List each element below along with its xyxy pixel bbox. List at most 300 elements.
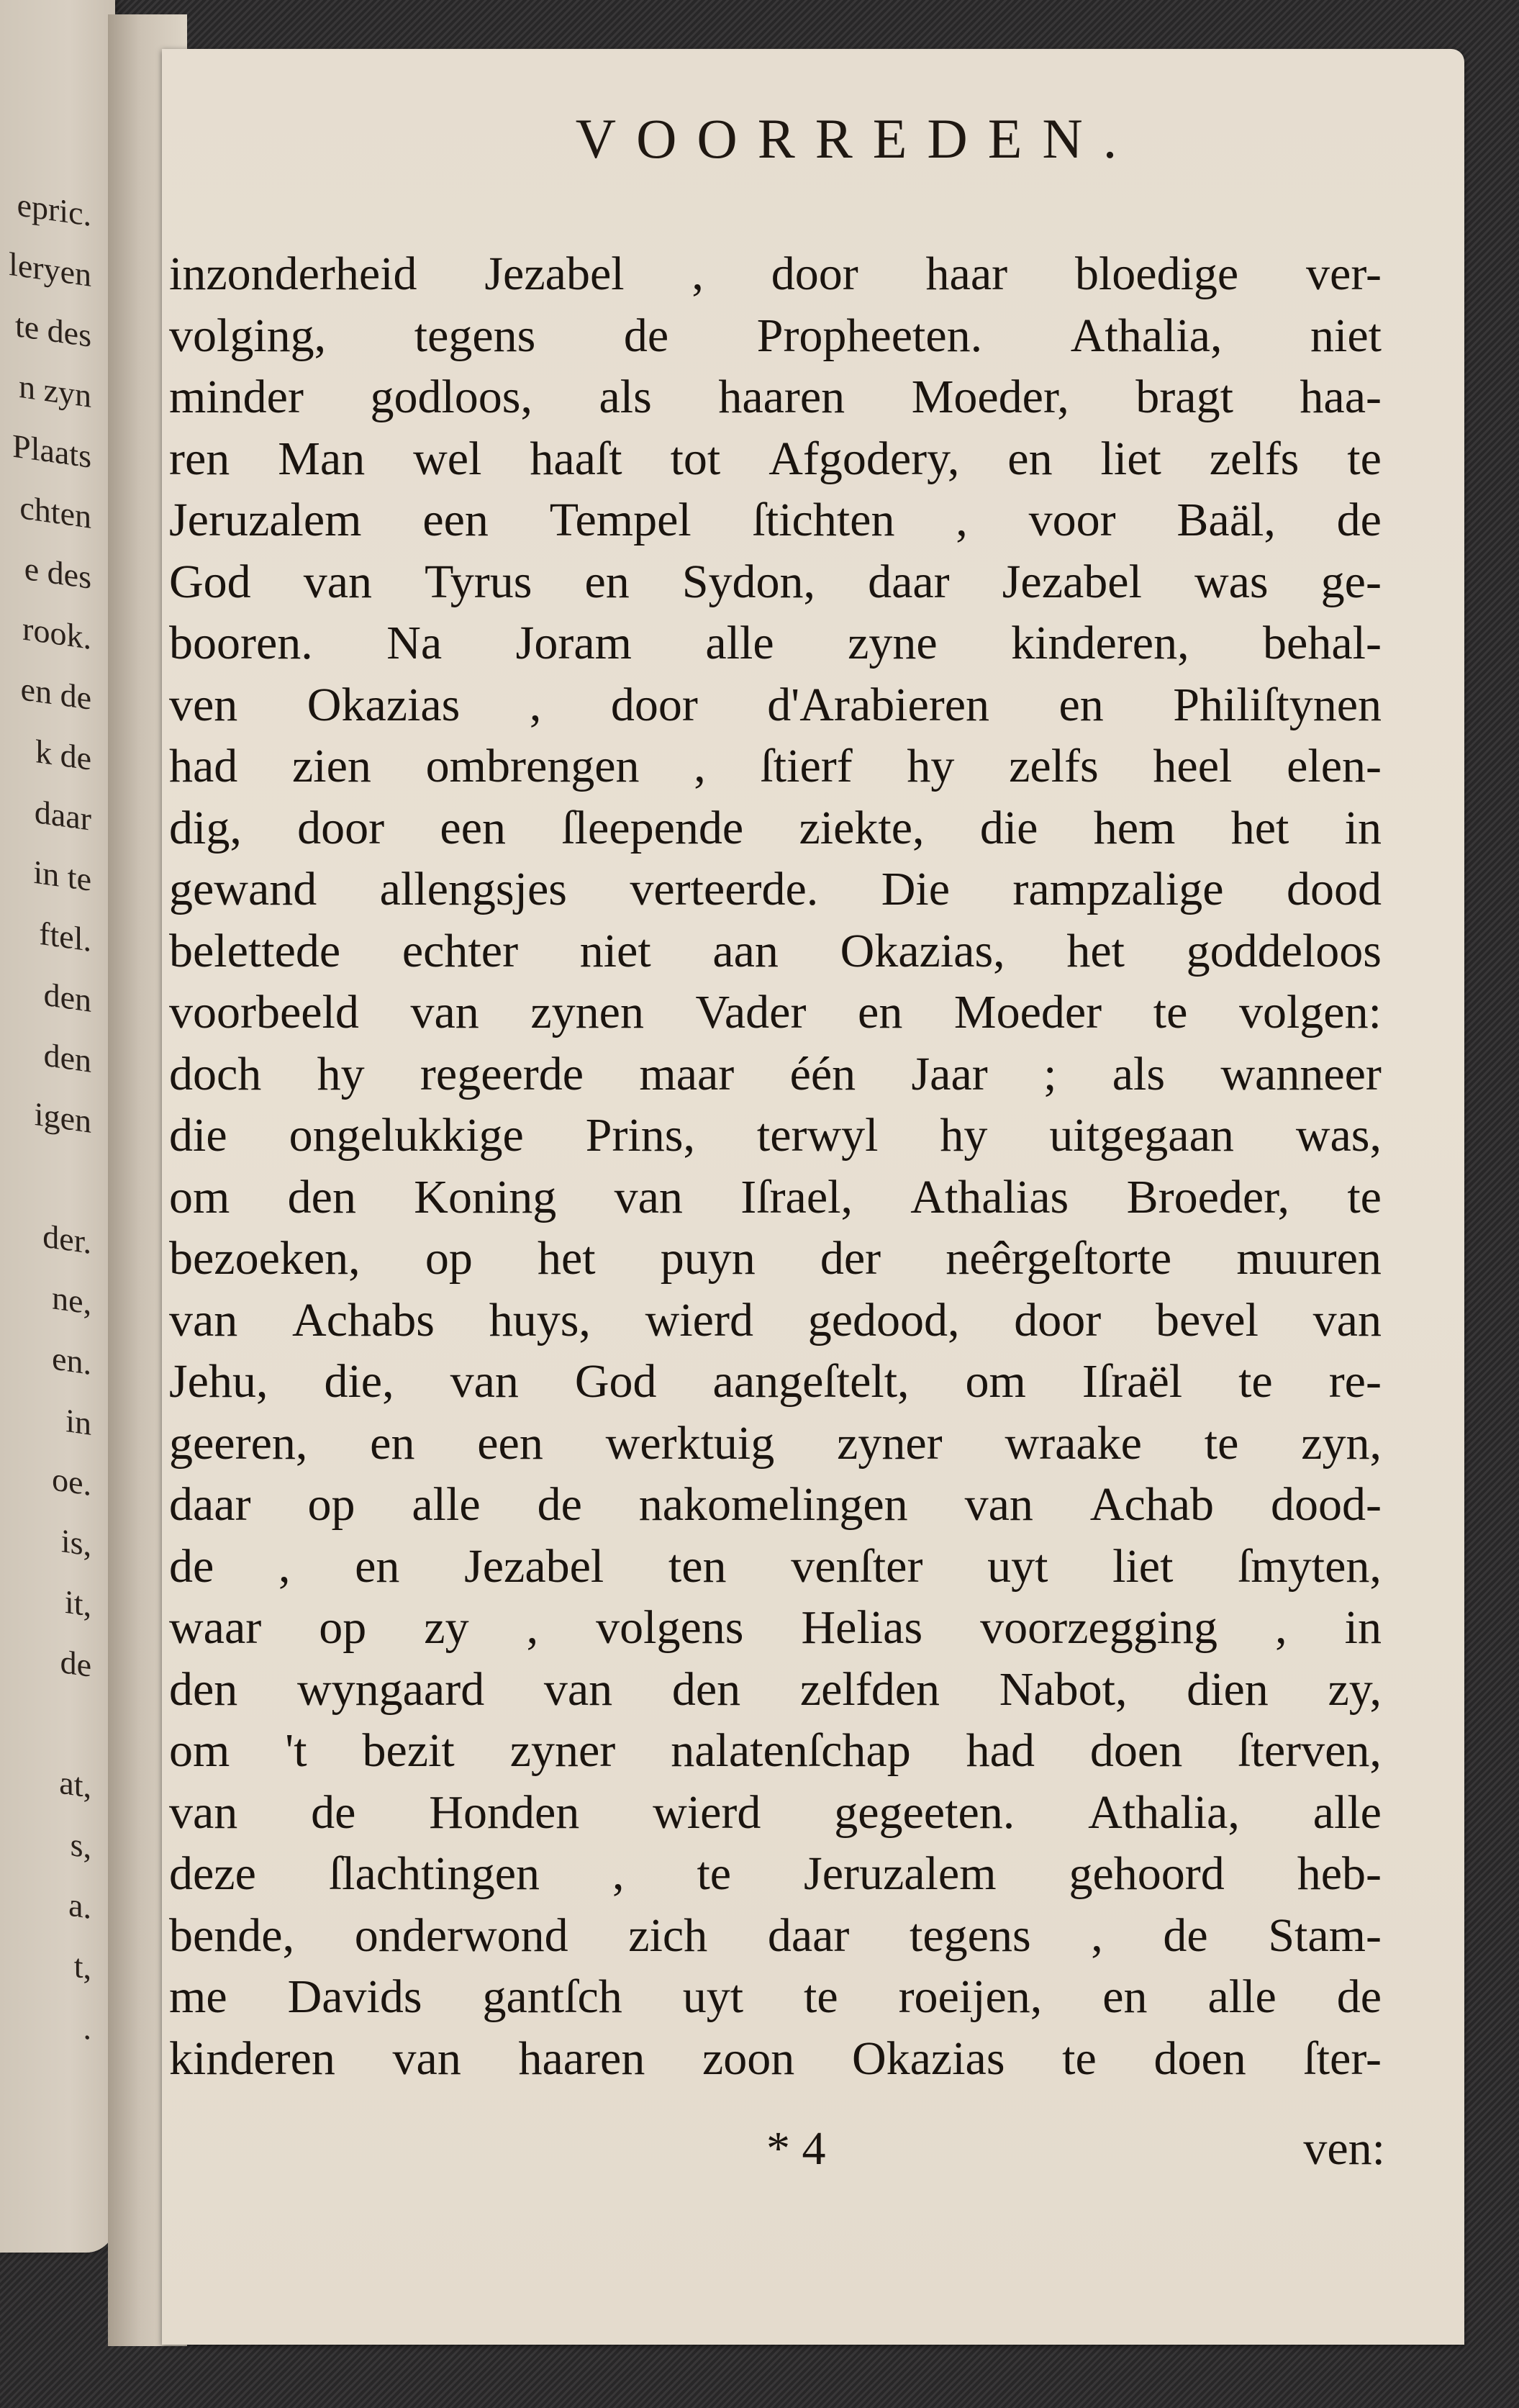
word: goddeloos [1186, 924, 1382, 977]
word: ziekte, [799, 801, 925, 854]
word: door [771, 248, 858, 300]
word: geeren, [169, 1416, 308, 1470]
left-page-text-fragments [0, 180, 112, 2054]
running-head: VOORREDEN. [575, 107, 1138, 170]
word: had [966, 1724, 1035, 1777]
word: , [956, 494, 968, 546]
word: de [623, 309, 669, 362]
word: ge- [1320, 555, 1382, 608]
word: , [529, 678, 542, 731]
word: zynen [530, 986, 644, 1038]
word: Nabot, [999, 1662, 1128, 1716]
word: één [789, 1047, 856, 1100]
word: Koning [414, 1170, 557, 1223]
left-text-fragment: de [60, 1642, 91, 1684]
word: gegeeten. [834, 1785, 1015, 1839]
word: re- [1328, 1355, 1382, 1408]
word: de [1336, 1970, 1382, 2023]
word: Joram [515, 617, 632, 669]
left-text-fragment: igen [34, 1095, 91, 1140]
catchword: ven: [1303, 2122, 1385, 2175]
word: zyn, [1301, 1416, 1382, 1470]
text-line [169, 1659, 1382, 1721]
word: gewand [169, 863, 317, 915]
word: de [1163, 1909, 1208, 1962]
word: tegens [910, 1909, 1031, 1962]
word: ſleepende [561, 801, 744, 854]
word: te [697, 1847, 732, 1900]
word: om [965, 1355, 1026, 1408]
word: Sydon, [681, 555, 816, 608]
signature-mark: * 4 [766, 2122, 826, 2175]
word: der [820, 1232, 881, 1285]
word: doen [1153, 2032, 1246, 2085]
word: terwyl [756, 1109, 879, 1162]
word: en [1058, 678, 1104, 731]
left-text-fragment: en de [20, 670, 91, 717]
left-text-fragment: oe. [52, 1460, 91, 1503]
left-text-fragment: den [43, 975, 91, 1019]
word: dig, [169, 801, 242, 854]
left-text-fragment: epric. [17, 186, 91, 233]
word: ombrengen [425, 740, 640, 792]
word: den [169, 1662, 238, 1716]
text-line [169, 1966, 1382, 2028]
text-line [169, 982, 1382, 1044]
text-line [169, 859, 1382, 920]
word: te [1347, 1170, 1382, 1223]
text-line [169, 735, 1382, 797]
word: Iſraël [1082, 1355, 1183, 1408]
word: en [858, 986, 903, 1038]
word: alle [1312, 1785, 1382, 1839]
word: heel [1153, 740, 1233, 792]
text-line [169, 1351, 1382, 1413]
word: uyt [987, 1539, 1048, 1593]
word: , [1091, 1909, 1103, 1962]
word: niet [1310, 309, 1382, 362]
word: nalatenſchap [671, 1724, 911, 1777]
left-text-fragment: t, [73, 1947, 91, 1986]
word: de [1336, 494, 1382, 546]
left-text-fragment: en. [52, 1339, 91, 1382]
word: belettede [169, 924, 341, 977]
word: een [440, 801, 507, 854]
word: van [450, 1355, 519, 1408]
word: waar [169, 1601, 262, 1654]
word: van [543, 1662, 613, 1716]
word: te [1347, 432, 1382, 485]
book-page-right [162, 49, 1464, 2345]
word: Jehu, [169, 1355, 268, 1408]
left-text-fragment: chten [19, 488, 91, 535]
word: en [355, 1539, 400, 1593]
word: niet [579, 924, 651, 977]
word: voorbeeld [169, 986, 359, 1038]
word: zelfs [1009, 740, 1099, 792]
word: en [1007, 432, 1053, 485]
word: uyt [682, 1970, 744, 2023]
word: op [425, 1232, 473, 1285]
word: was, [1295, 1109, 1382, 1162]
text-line [169, 428, 1382, 490]
word: Jezabel [484, 248, 625, 300]
word: maar [639, 1047, 735, 1100]
word: ſlachtingen [328, 1847, 540, 1900]
word: de [311, 1785, 356, 1839]
word: den [671, 1662, 741, 1716]
word: Athalias [910, 1170, 1069, 1223]
word: ; [1043, 1047, 1057, 1100]
word: Okazias [307, 678, 461, 731]
word: zelfden [799, 1662, 940, 1716]
word: te [1204, 1416, 1239, 1470]
word: van [169, 1785, 238, 1839]
word: liet [1112, 1539, 1174, 1593]
word: wanneer [1220, 1047, 1382, 1100]
word: wel [413, 432, 482, 485]
word: muuren [1236, 1232, 1382, 1285]
word: huys, [489, 1293, 591, 1346]
word: in [1344, 801, 1382, 854]
word: rampzalige [1012, 863, 1224, 915]
word: als [599, 371, 652, 423]
word: om [169, 1170, 230, 1223]
word: kinderen [169, 2032, 335, 2085]
word: volgens [596, 1601, 744, 1654]
word: Achab [1089, 1478, 1215, 1531]
word: Moeder, [911, 371, 1069, 423]
text-line [169, 1290, 1382, 1352]
word: Jezabel [1002, 555, 1142, 608]
text-line [169, 1782, 1382, 1844]
word: als [1112, 1047, 1166, 1100]
word: de [537, 1478, 582, 1531]
left-text-fragment: in te [33, 853, 91, 898]
word: uitgegaan [1049, 1109, 1234, 1162]
left-text-fragment: Plaats [12, 427, 91, 475]
word: gehoord [1069, 1847, 1225, 1900]
left-text-fragment: den [43, 1036, 91, 1079]
word: haaſt [530, 432, 622, 485]
word: zyne [848, 617, 938, 669]
word: dood [1286, 863, 1382, 915]
word: wraake [1005, 1416, 1142, 1470]
word: wyngaard [296, 1662, 485, 1716]
word: volging, [169, 309, 327, 362]
word: zich [628, 1909, 708, 1962]
word: van [392, 2032, 461, 2085]
word: gedood, [807, 1293, 960, 1346]
word: Man [278, 432, 366, 485]
text-line [169, 1843, 1382, 1905]
word: dien [1187, 1662, 1269, 1716]
word: die [979, 801, 1038, 854]
word: zy [424, 1601, 469, 1654]
word: Baäl, [1176, 494, 1276, 546]
word: booren. [169, 617, 313, 669]
word: aan [712, 924, 779, 977]
word: venſter [791, 1539, 923, 1593]
word: zoon [702, 2032, 795, 2085]
word: en [584, 555, 630, 608]
word: door [1014, 1293, 1102, 1346]
word: door [610, 678, 698, 731]
word: hy [317, 1047, 365, 1100]
left-text-fragment: it, [64, 1583, 91, 1624]
word: te [1062, 2032, 1097, 2085]
word: op [307, 1478, 355, 1531]
text-line [169, 797, 1382, 859]
word: doch [169, 1047, 262, 1100]
word: de [169, 1539, 214, 1593]
word: gantſch [482, 1970, 622, 2023]
word: Davids [287, 1970, 422, 2023]
word: me [169, 1970, 227, 2023]
left-text-fragment: e des [24, 549, 91, 596]
word: Vader [695, 986, 807, 1038]
word: het [1230, 801, 1289, 854]
word: een [477, 1416, 543, 1470]
word: had [169, 740, 238, 792]
word: regeerde [420, 1047, 584, 1100]
word: tot [670, 432, 721, 485]
word: Jeruzalem [169, 494, 362, 546]
word: werktuig [605, 1416, 775, 1470]
left-text-fragment: k de [35, 733, 91, 777]
word: op [319, 1601, 367, 1654]
word: van [964, 1478, 1033, 1531]
word: , [692, 248, 704, 300]
word: daar [868, 555, 950, 608]
text-line [169, 1720, 1382, 1782]
text-line [169, 1905, 1382, 1967]
word: ren [169, 432, 230, 485]
word: aangeſtelt, [712, 1355, 910, 1408]
word: ſmyten, [1238, 1539, 1382, 1593]
word: minder [169, 371, 304, 423]
word: en [370, 1416, 415, 1470]
left-text-fragment: daar [34, 792, 91, 838]
left-text-fragment: at, [59, 1763, 91, 1805]
word: zy, [1328, 1662, 1382, 1716]
word: daar [169, 1478, 251, 1531]
word: God [169, 555, 251, 608]
left-text-fragment: n zyn [19, 367, 91, 415]
word: bende, [169, 1909, 295, 1962]
text-line [169, 1167, 1382, 1228]
word: haar [925, 248, 1008, 300]
word: het [537, 1232, 596, 1285]
word: Okazias, [840, 924, 1005, 977]
word: , [612, 1847, 625, 1900]
word: voor [1028, 494, 1116, 546]
word: , [526, 1601, 539, 1654]
text-line [169, 674, 1382, 736]
word: Philiſtynen [1173, 678, 1382, 731]
word: hy [907, 740, 955, 792]
word: tegens [414, 309, 536, 362]
word: en [1102, 1970, 1148, 2023]
word: in [1344, 1601, 1382, 1654]
word: bragt [1135, 371, 1233, 423]
left-text-fragment: rook. [22, 610, 91, 656]
word: 't [285, 1724, 307, 1777]
word: ten [668, 1539, 727, 1593]
word: Athalia, [1088, 1785, 1240, 1839]
word: die, [324, 1355, 394, 1408]
page-footer [162, 2122, 1385, 2186]
word: van [410, 986, 479, 1038]
word: dood- [1270, 1478, 1382, 1531]
word: hem [1093, 801, 1176, 854]
word: ſtichten [752, 494, 895, 546]
text-line [169, 1597, 1382, 1659]
word: bezoeken, [169, 1232, 361, 1285]
text-line [169, 1044, 1382, 1105]
word: , [694, 740, 706, 792]
text-line [169, 1413, 1382, 1475]
word: het [1066, 924, 1125, 977]
word: Helias [801, 1601, 923, 1654]
body-text [169, 243, 1382, 2089]
word: Tempel [549, 494, 692, 546]
word: , [278, 1539, 291, 1593]
word: zelfs [1209, 432, 1300, 485]
word: een [422, 494, 489, 546]
word: Stam- [1268, 1909, 1382, 1962]
word: Honden [429, 1785, 580, 1839]
word: doen [1089, 1724, 1183, 1777]
left-text-fragment: der. [42, 1217, 91, 1261]
left-text-fragment: te des [14, 307, 91, 354]
left-text-fragment: ne, [52, 1279, 91, 1321]
word: voorzegging [980, 1601, 1218, 1654]
text-line [169, 1228, 1382, 1290]
word: heb- [1297, 1847, 1382, 1900]
word: van [303, 555, 373, 608]
word: om [169, 1724, 230, 1777]
word: was [1194, 555, 1269, 608]
word: daar [767, 1909, 850, 1962]
word: allengsjes [379, 863, 567, 915]
word: bloedige [1074, 248, 1239, 300]
word: Propheeten. [756, 309, 983, 362]
word: bevel [1155, 1293, 1259, 1346]
word: Tyrus [425, 555, 532, 608]
word: van [169, 1293, 238, 1346]
word: alle [705, 617, 774, 669]
word: haa- [1300, 371, 1382, 423]
word: van [614, 1170, 683, 1223]
word: puyn [660, 1232, 756, 1285]
text-line [169, 612, 1382, 674]
word: Na [386, 617, 443, 669]
word: roeijen, [898, 1970, 1043, 2023]
word: liet [1100, 432, 1161, 485]
word: Prins, [585, 1109, 695, 1162]
word: deze [169, 1847, 256, 1900]
word: den [287, 1170, 356, 1223]
word: alle [1207, 1970, 1277, 2023]
word: godloos, [370, 371, 532, 423]
left-text-fragment: leryen [9, 245, 91, 294]
word: inzonderheid [169, 248, 417, 300]
left-text-fragment: is, [60, 1522, 91, 1563]
word: Jezabel [464, 1539, 604, 1593]
word: alle [412, 1478, 481, 1531]
word: te [1153, 986, 1188, 1038]
text-line [169, 2028, 1382, 2090]
word: neêrgeſtorte [946, 1232, 1172, 1285]
word: onderwond [354, 1909, 568, 1962]
word: zien [292, 740, 371, 792]
left-text-fragment: a. [68, 1886, 91, 1926]
word: die [169, 1109, 227, 1162]
word: Achabs [292, 1293, 435, 1346]
word: van [1312, 1293, 1382, 1346]
text-line [169, 1474, 1382, 1536]
text-line [169, 305, 1382, 367]
word: te [1238, 1355, 1273, 1408]
word: Athalia, [1070, 309, 1223, 362]
word: volgen: [1238, 986, 1382, 1038]
word: Broeder, [1126, 1170, 1290, 1223]
left-text-fragment: . [83, 2009, 91, 2047]
word: ſterven, [1238, 1724, 1382, 1777]
word: behal- [1263, 617, 1382, 669]
text-line [169, 551, 1382, 613]
word: Afgodery, [768, 432, 960, 485]
word: , [1275, 1601, 1287, 1654]
text-line [169, 366, 1382, 428]
word: God [574, 1355, 657, 1408]
word: zyner [509, 1724, 616, 1777]
word: hy [940, 1109, 988, 1162]
word: ver- [1306, 248, 1382, 300]
word: d'Arabieren [767, 678, 990, 731]
word: echter [402, 924, 519, 977]
word: Die [881, 863, 950, 915]
facing-page-left [0, 0, 115, 2253]
text-line [169, 243, 1382, 305]
word: zyner [837, 1416, 943, 1470]
word: Jaar [911, 1047, 988, 1100]
word: Iſrael, [740, 1170, 853, 1223]
word: haaren [518, 2032, 645, 2085]
text-line [169, 1536, 1382, 1598]
text-line [169, 1105, 1382, 1167]
word: Okazias [851, 2032, 1005, 2085]
left-text-fragment: ftel. [39, 914, 91, 959]
word: Moeder [953, 986, 1102, 1038]
left-text-fragment: s, [70, 1825, 91, 1865]
word: Jeruzalem [804, 1847, 997, 1900]
word: ſter- [1303, 2032, 1382, 2085]
word: haaren [718, 371, 845, 423]
word: ongelukkige [289, 1109, 524, 1162]
word: ſtierf [760, 740, 853, 792]
left-text-fragment: in [65, 1401, 91, 1442]
word: verteerde. [630, 863, 819, 915]
word: door [297, 801, 385, 854]
word: elen- [1287, 740, 1382, 792]
word: kinderen, [1011, 617, 1189, 669]
word: te [803, 1970, 838, 2023]
text-line [169, 920, 1382, 982]
word: wierd [645, 1293, 753, 1346]
word: wierd [653, 1785, 761, 1839]
